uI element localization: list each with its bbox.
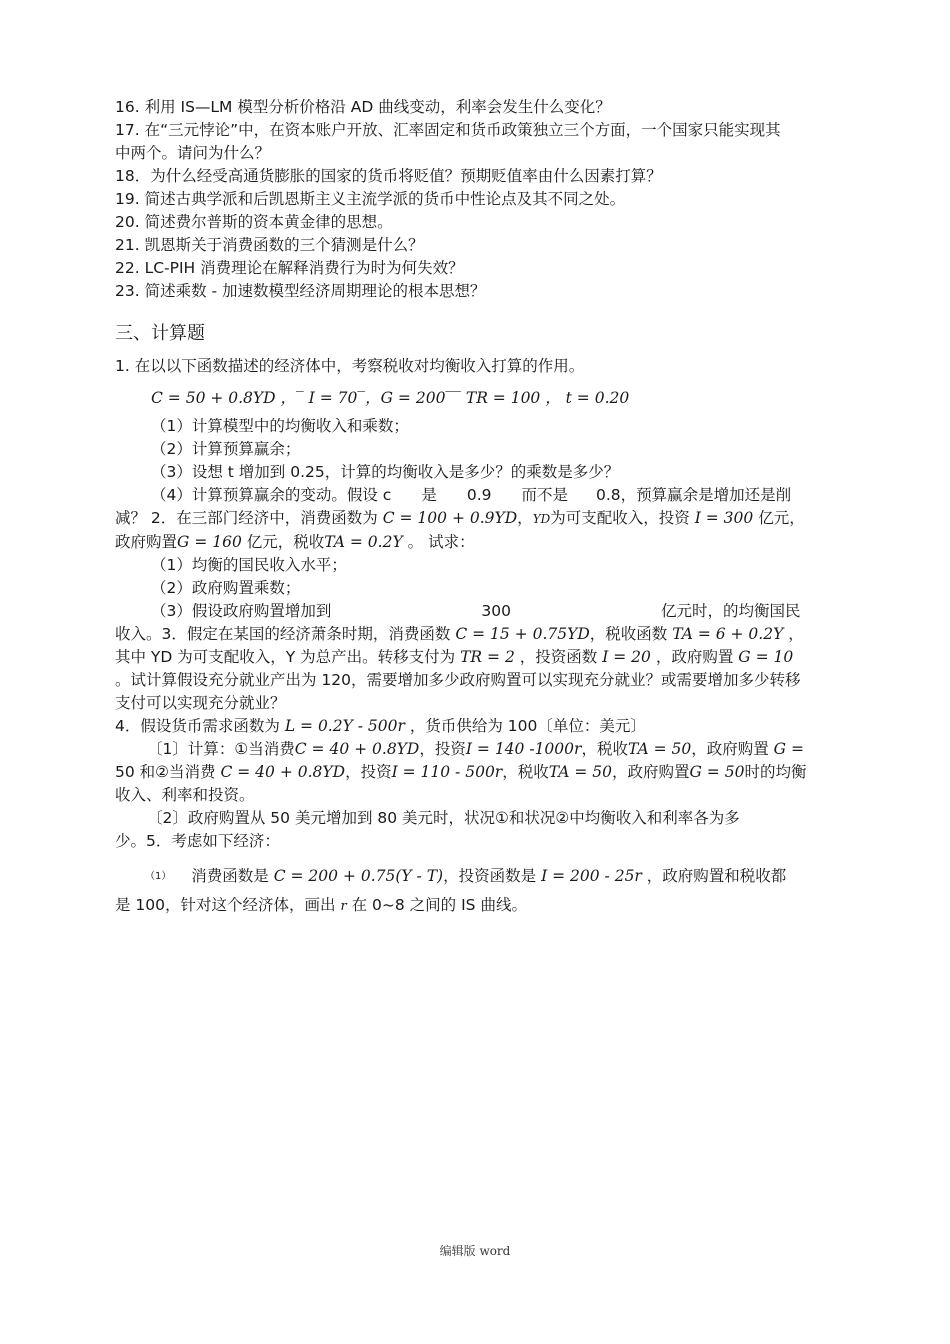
- text: 50 和②当消费: [115, 763, 216, 781]
- text: 亿元时，的均衡国民: [660, 602, 801, 620]
- document-body: [115, 96, 840, 918]
- text: 〔1〕计算：①当消费: [147, 740, 295, 758]
- text: ，税收: [502, 763, 549, 781]
- question-17: 17. 在“三元悖论”中，在资本账户开放、汇率固定和货币政策独立三个方面，一个国家只能实现其: [115, 121, 781, 139]
- problem-1-q4: [115, 484, 840, 507]
- problem-4-line-1: [115, 715, 840, 738]
- problem-4-line-4: 收入、利率和投资。: [115, 786, 255, 804]
- text: ，投资函数是: [443, 867, 537, 885]
- problem-1-intro: 1. 在以以下函数描述的经济体中，考察税收对均衡收入打算的作用。: [115, 357, 585, 375]
- problem-1-q3: （3）设想 t 增加到 0.25，计算的均衡收入是多少？的乘数是多少？: [151, 463, 620, 481]
- text: ，: [517, 509, 533, 527]
- problem-3-line-2: [115, 646, 840, 669]
- formula: G = 160: [177, 533, 242, 551]
- formula: I = 20: [602, 648, 651, 666]
- formula: TA = 6 + 0.2Y: [672, 625, 784, 643]
- question-22: 22. LC-PIH 消费理论在解释消费行为时为何失效？: [115, 259, 464, 277]
- formula: TA = 50: [548, 763, 612, 781]
- problem-2-q2: （2）政府购置乘数；: [151, 579, 301, 597]
- text: ，投资: [419, 740, 466, 758]
- formula: I = 300: [694, 509, 754, 527]
- formula: TA = 50: [627, 740, 692, 758]
- formula: TA = 0.2Y: [324, 533, 403, 551]
- text: （4）计算预算赢余的变动。假设 c: [151, 486, 392, 504]
- text: 0.8，预算赢余是增加还是削: [596, 486, 792, 504]
- formula: G = 10: [738, 648, 794, 666]
- text: 4．假设货币需求函数为: [115, 717, 280, 735]
- formula: I = 140 -1000r: [465, 740, 582, 758]
- text: ，政府购置: [611, 763, 690, 781]
- text: （3）假设政府购置增加到: [151, 602, 332, 620]
- problem-3-line-1: [115, 623, 840, 646]
- problem-1-q1: （1）计算模型中的均衡收入和乘数；: [151, 417, 409, 435]
- problem-5-line-2: [115, 894, 840, 918]
- problem-4-line-6: 少。5．考虑如下经济：: [115, 832, 280, 850]
- text: 在 0~8 之间的 IS 曲线。: [351, 896, 527, 914]
- question-17-cont: 中两个。请问为什么？: [115, 144, 271, 162]
- text: 亿元，税收: [246, 533, 325, 551]
- text: 0.9: [466, 486, 492, 504]
- text: ，: [788, 625, 804, 643]
- problem-2-line: [115, 531, 840, 554]
- text: 减？ 2．在三部门经济中，消费函数为: [115, 509, 378, 527]
- text: 收入。3．假定在某国的经济萧条时期，消费函数: [115, 625, 451, 643]
- formula: TR = 2: [460, 648, 515, 666]
- problem-4-line-2: [115, 738, 840, 761]
- text: ，投资: [345, 763, 392, 781]
- text: ，税收函数: [589, 625, 668, 643]
- text: ，投资函数: [519, 648, 598, 666]
- formula: C = 15 + 0.75YD: [455, 625, 590, 643]
- formula: G =: [773, 740, 804, 758]
- text: 为可支配收入，投资: [550, 509, 690, 527]
- page-footer: 编辑版 word: [439, 1244, 511, 1258]
- problem-3-line-4: 支付可以实现充分就业？: [115, 694, 286, 712]
- formula: C = 40 + 0.8YD: [220, 763, 346, 781]
- formula: C = 100 + 0.9YD: [382, 509, 518, 527]
- formula: C = 200 + 0.75(Y - T): [273, 867, 444, 885]
- problem-2-q1: （1）均衡的国民收入水平；: [151, 556, 347, 574]
- formula: L = 0.2Y - 500r: [284, 717, 405, 735]
- text: 。 试求：: [407, 533, 475, 551]
- problem-2-q3: [115, 600, 840, 623]
- formula: I = 110 - 500r: [391, 763, 503, 781]
- formula: I = 200 - 25r: [541, 867, 642, 885]
- text: 时的均衡: [744, 763, 807, 781]
- formula: C = 40 + 0.8YD: [294, 740, 420, 758]
- text: 消费函数是: [191, 867, 269, 885]
- problem-3-line-3: 。试计算假设充分就业产出为 120，需要增加多少政府购置可以实现充分就业？或需要增加多少转移: [115, 671, 801, 689]
- question-21: 21. 凯恩斯关于消费函数的三个猜测是什么？: [115, 236, 424, 254]
- text: 而不是: [521, 486, 568, 504]
- question-20: 20. 简述费尔普斯的资本黄金律的思想。: [115, 213, 393, 231]
- text: 政府购置: [115, 533, 178, 551]
- formula: G = 50: [689, 763, 745, 781]
- problem-4: [115, 715, 840, 853]
- problem-5-line-1: [115, 865, 840, 888]
- problem-2-start: [115, 507, 840, 531]
- question-23: 23. 简述乘数 - 加速数模型经济周期理论的根本思想？: [115, 282, 486, 300]
- problem-5: [115, 865, 840, 918]
- item-marker: （1）: [145, 871, 172, 882]
- text: ，政府购置和税收都: [646, 867, 787, 885]
- section-title: 三、计算题: [115, 323, 205, 344]
- formula: YD: [532, 512, 551, 526]
- problem-1-formula: C = 50 + 0.8YD ，‾ I = 70‾，G = 200‾‾ TR = 100 ， t = 0.20: [151, 389, 630, 407]
- text: 是 100，针对这个经济体，画出: [115, 896, 336, 914]
- problem-1: [115, 355, 840, 531]
- text: 300: [481, 602, 511, 620]
- text: ，政府购置: [655, 648, 734, 666]
- text: ，政府购置: [691, 740, 769, 758]
- text: 亿元，: [758, 509, 805, 527]
- question-18: 18．为什么经受高通货膨胀的国家的货币将贬值？预期贬值率由什么因素打算？: [115, 167, 662, 185]
- problem-2: [115, 531, 840, 715]
- text: ，货币供给为 100〔单位：美元〕: [409, 717, 646, 735]
- problem-4-line-5: 〔2〕政府购置从 50 美元增加到 80 美元时，状况①和状况②中均衡收入和利率各为多: [147, 809, 740, 827]
- question-19: 19. 简述古典学派和后凯恩斯主义主流学派的货币中性论点及其不同之处。: [115, 190, 626, 208]
- problem-1-q2: （2）计算预算赢余；: [151, 440, 301, 458]
- problem-4-line-3: [115, 761, 840, 784]
- question-16: 16. 利用 IS—LM 模型分析价格沿 AD 曲线变动，利率会发生什么变化？: [115, 98, 611, 116]
- text: ，税收: [581, 740, 628, 758]
- text: 是: [421, 486, 437, 504]
- formula: r: [340, 899, 347, 914]
- question-list: [115, 96, 840, 303]
- text: 其中 YD 为可支配收入，Y 为总产出。转移支付为: [115, 648, 456, 666]
